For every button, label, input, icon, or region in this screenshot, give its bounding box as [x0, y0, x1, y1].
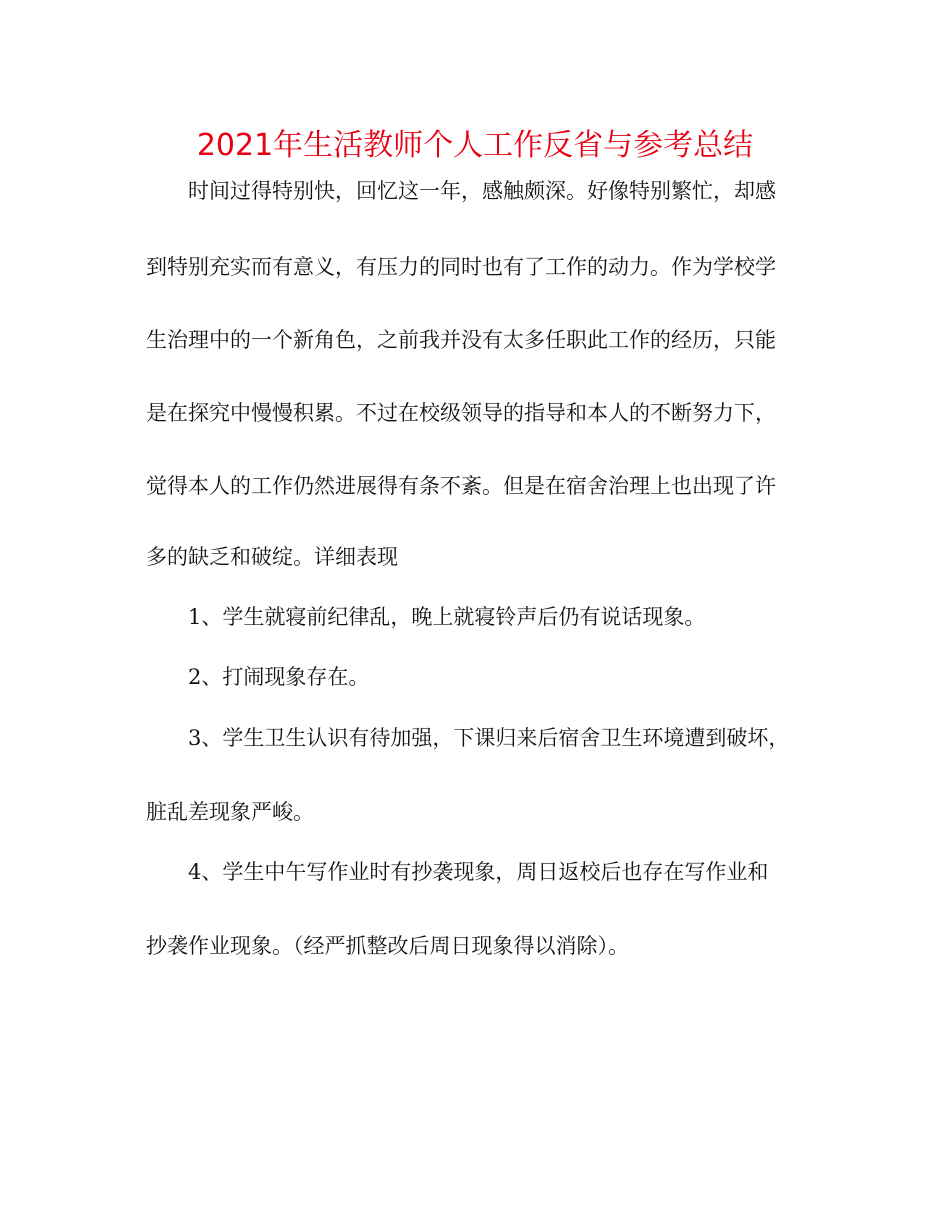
list-item-4: 4、学生中午写作业时有抄袭现象，周日返校后也存在写作业和	[188, 860, 769, 884]
document-title: 2021年生活教师个人工作反省与参考总结	[196, 128, 754, 163]
paragraph-line-5: 觉得本人的工作仍然进展得有条不紊。但是在宿舍治理上也出现了许	[146, 474, 776, 498]
list-item-3: 3、学生卫生认识有待加强，下课归来后宿舍卫生环境遭到破坏，	[188, 726, 790, 750]
list-item-2: 2、打闹现象存在。	[188, 665, 370, 689]
list-item-1: 1、学生就寝前纪律乱，晚上就寝铃声后仍有说话现象。	[188, 605, 706, 629]
list-item-4-continued: 抄袭作业现象。（经严抓整改后周日现象得以消除）。	[146, 934, 629, 958]
paragraph-line-3: 生治理中的一个新角色，之前我并没有太多任职此工作的经历，只能	[146, 328, 776, 352]
paragraph-line-2: 到特别充实而有意义，有压力的同时也有了工作的动力。作为学校学	[146, 255, 776, 279]
paragraph-line-6: 多的缺乏和破绽。详细表现	[146, 545, 398, 569]
paragraph-line-4: 是在探究中慢慢积累。不过在校级领导的指导和本人的不断努力下，	[146, 401, 776, 425]
paragraph-line-1: 时间过得特别快，回忆这一年，感触颇深。好像特别繁忙，却感	[188, 179, 776, 203]
list-item-3-continued: 脏乱差现象严峻。	[146, 800, 314, 824]
